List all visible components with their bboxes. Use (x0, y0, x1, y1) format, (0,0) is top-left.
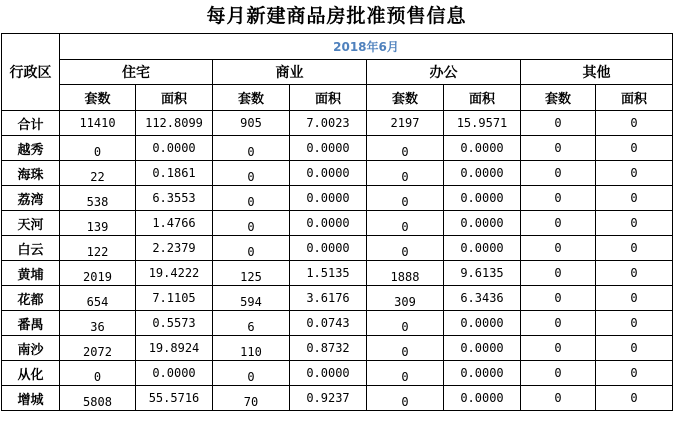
area-cell: 6.3436 (444, 286, 521, 311)
units-cell: 0 (60, 361, 136, 386)
units-cell: 594 (213, 286, 290, 311)
units-cell: 2197 (367, 111, 444, 136)
table-row (2, 211, 673, 236)
area-cell: 0.0000 (290, 211, 367, 236)
area-cell: 0 (596, 211, 673, 236)
table-row (2, 261, 673, 286)
units-cell: 0 (521, 211, 596, 236)
category-other: 其他 (521, 60, 673, 85)
region-cell: 花都 (2, 286, 60, 311)
sub-header-area: 面积 (136, 85, 213, 111)
units-cell: 0 (521, 236, 596, 261)
sub-header-area: 面积 (596, 85, 673, 111)
area-cell: 19.8924 (136, 336, 213, 361)
units-cell: 2019 (60, 261, 136, 286)
table-row (2, 186, 673, 211)
units-cell: 139 (60, 211, 136, 236)
units-cell: 0 (367, 386, 444, 411)
sub-header-units: 套数 (521, 85, 596, 111)
category-commercial: 商业 (213, 60, 367, 85)
sub-header-units: 套数 (60, 85, 136, 111)
units-cell: 0 (521, 261, 596, 286)
area-cell: 7.0023 (290, 111, 367, 136)
area-cell: 0.0000 (136, 361, 213, 386)
units-cell: 0 (213, 136, 290, 161)
area-cell: 15.9571 (444, 111, 521, 136)
area-cell: 0.0000 (290, 161, 367, 186)
area-cell: 0.0000 (290, 361, 367, 386)
units-cell: 0 (367, 161, 444, 186)
units-cell: 0 (367, 311, 444, 336)
area-cell: 0 (596, 311, 673, 336)
units-cell: 0 (521, 161, 596, 186)
units-cell: 309 (367, 286, 444, 311)
area-cell: 0.0000 (444, 361, 521, 386)
units-cell: 125 (213, 261, 290, 286)
units-cell: 0 (521, 186, 596, 211)
table-row (2, 336, 673, 361)
region-cell: 南沙 (2, 336, 60, 361)
area-cell: 0 (596, 261, 673, 286)
units-cell: 905 (213, 111, 290, 136)
units-cell: 0 (367, 361, 444, 386)
area-cell: 55.5716 (136, 386, 213, 411)
area-cell: 19.4222 (136, 261, 213, 286)
region-header: 行政区 (2, 34, 60, 111)
region-cell: 天河 (2, 211, 60, 236)
area-cell: 0.0743 (290, 311, 367, 336)
units-cell: 0 (521, 386, 596, 411)
units-cell: 36 (60, 311, 136, 336)
area-cell: 0.0000 (290, 236, 367, 261)
sub-header-units: 套数 (213, 85, 290, 111)
area-cell: 0.0000 (444, 311, 521, 336)
units-cell: 11410 (60, 111, 136, 136)
table-row (2, 311, 673, 336)
units-cell: 0 (367, 211, 444, 236)
area-cell: 9.6135 (444, 261, 521, 286)
region-cell: 海珠 (2, 161, 60, 186)
region-cell: 黄埔 (2, 261, 60, 286)
area-cell: 1.4766 (136, 211, 213, 236)
area-cell: 0.0000 (136, 136, 213, 161)
area-cell: 0.1861 (136, 161, 213, 186)
units-cell: 110 (213, 336, 290, 361)
units-cell: 22 (60, 161, 136, 186)
units-cell: 6 (213, 311, 290, 336)
area-cell: 0.9237 (290, 386, 367, 411)
area-cell: 0.5573 (136, 311, 213, 336)
area-cell: 0 (596, 136, 673, 161)
units-cell: 0 (213, 211, 290, 236)
units-cell: 0 (521, 286, 596, 311)
units-cell: 0 (521, 111, 596, 136)
area-cell: 0.0000 (444, 236, 521, 261)
units-cell: 0 (521, 136, 596, 161)
units-cell: 5808 (60, 386, 136, 411)
units-cell: 0 (213, 361, 290, 386)
units-cell: 0 (367, 236, 444, 261)
area-cell: 0 (596, 286, 673, 311)
units-cell: 0 (367, 336, 444, 361)
area-cell: 2.2379 (136, 236, 213, 261)
table-row (2, 386, 673, 411)
region-cell: 从化 (2, 361, 60, 386)
units-cell: 0 (521, 311, 596, 336)
units-cell: 0 (213, 236, 290, 261)
area-cell: 0 (596, 161, 673, 186)
area-cell: 0.0000 (444, 186, 521, 211)
area-cell: 0.0000 (444, 211, 521, 236)
units-cell: 1888 (367, 261, 444, 286)
units-cell: 0 (367, 186, 444, 211)
area-cell: 7.1105 (136, 286, 213, 311)
area-cell: 0 (596, 186, 673, 211)
table-row (2, 361, 673, 386)
region-cell: 增城 (2, 386, 60, 411)
table-row (2, 111, 673, 136)
area-cell: 1.5135 (290, 261, 367, 286)
table-row (2, 136, 673, 161)
units-cell: 0 (521, 336, 596, 361)
area-cell: 112.8099 (136, 111, 213, 136)
area-cell: 6.3553 (136, 186, 213, 211)
units-cell: 0 (213, 186, 290, 211)
period-label: 2018年6月 (60, 34, 673, 60)
area-cell: 0.0000 (444, 161, 521, 186)
area-cell: 0.0000 (290, 136, 367, 161)
units-cell: 538 (60, 186, 136, 211)
units-cell: 70 (213, 386, 290, 411)
units-cell: 0 (213, 161, 290, 186)
region-cell: 番禺 (2, 311, 60, 336)
presale-table (1, 33, 673, 411)
area-cell: 0 (596, 111, 673, 136)
page-title: 每月新建商品房批准预售信息 (206, 5, 467, 27)
region-cell: 白云 (2, 236, 60, 261)
units-cell: 0 (60, 136, 136, 161)
area-cell: 0 (596, 236, 673, 261)
area-cell: 0.0000 (444, 336, 521, 361)
area-cell: 0.0000 (290, 186, 367, 211)
area-cell: 0.0000 (444, 136, 521, 161)
area-cell: 0.0000 (444, 386, 521, 411)
region-cell: 越秀 (2, 136, 60, 161)
units-cell: 0 (521, 361, 596, 386)
table-row (2, 161, 673, 186)
units-cell: 0 (367, 136, 444, 161)
area-cell: 0 (596, 361, 673, 386)
region-cell: 荔湾 (2, 186, 60, 211)
region-cell: 合计 (2, 111, 60, 136)
category-residential: 住宅 (60, 60, 213, 85)
sub-header-units: 套数 (367, 85, 444, 111)
table-row (2, 236, 673, 261)
units-cell: 122 (60, 236, 136, 261)
sub-header-area: 面积 (290, 85, 367, 111)
area-cell: 0 (596, 336, 673, 361)
sub-header-area: 面积 (444, 85, 521, 111)
category-office: 办公 (367, 60, 521, 85)
area-cell: 0.8732 (290, 336, 367, 361)
area-cell: 3.6176 (290, 286, 367, 311)
area-cell: 0 (596, 386, 673, 411)
units-cell: 654 (60, 286, 136, 311)
table-row (2, 286, 673, 311)
units-cell: 2072 (60, 336, 136, 361)
